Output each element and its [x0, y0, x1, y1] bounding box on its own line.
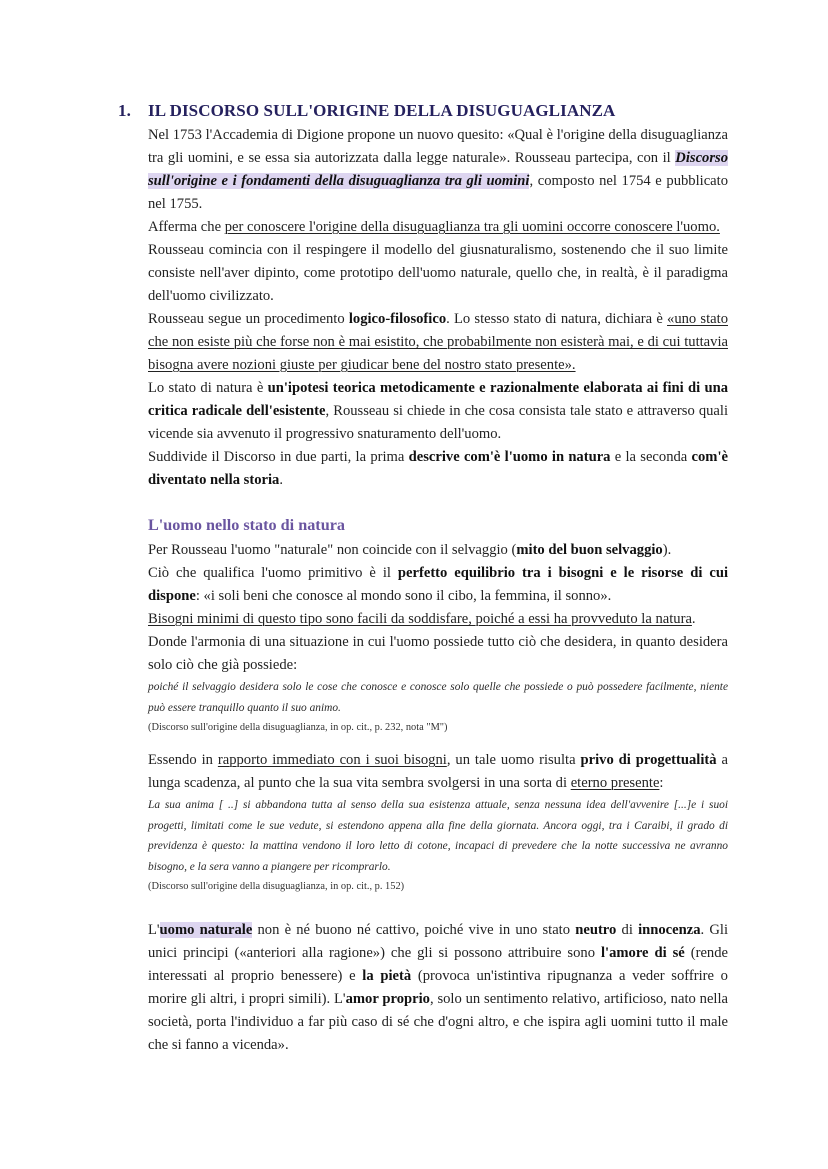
text: ). — [662, 542, 672, 558]
bold-text: la pietà — [362, 968, 412, 984]
paragraph-uomo-naturale — [148, 919, 728, 1057]
section-number: 1. — [118, 101, 131, 120]
text: (rende interessati al proprio benessere) e — [148, 945, 728, 984]
quote-selvaggio: poiché il selvaggio desidera solo le cose che conosce e conosce solo quelle che possiede o può possedere facilmente, niente può essere tranquillo quanto il suo animo. — [148, 681, 728, 714]
bold-text: descrive com'è l'uomo in natura — [408, 449, 611, 465]
bold-text: perfetto equilibrio tra i bisogni e le risorse di cui dispone — [148, 565, 729, 604]
paragraph-selvaggio — [148, 539, 728, 562]
text: di — [616, 922, 639, 938]
underlined-text: Bisogni minimi di questo tipo sono facili da soddisfare, poiché a essi ha provveduto la natura — [148, 611, 692, 627]
text: : — [659, 775, 664, 791]
uomo-naturale-block — [148, 919, 728, 1057]
text: Afferma che — [148, 219, 225, 235]
bold-text: innocenza — [638, 922, 701, 938]
text: . — [691, 611, 696, 627]
citation: (Discorso sull'origine della disuguaglianza, in op. cit., p. 152) — [148, 881, 405, 892]
paragraph-suddivide — [148, 446, 728, 492]
citation: (Discorso sull'origine della disuguaglianza, in op. cit., p. 232, nota "M") — [148, 722, 448, 733]
text: , composto nel 1754 e pubblicato nel 1755. — [148, 173, 728, 212]
text: e la seconda — [610, 449, 692, 465]
underlined-text: eterno presente — [570, 775, 660, 791]
bold-text: neutro — [575, 922, 617, 938]
paragraph-armonia: Donde l'armonia di una situazione in cui l'uomo possiede tutto ciò che desidera, in quanto desidera solo ciò che già possiede: — [148, 634, 728, 673]
text: (provoca un'istintiva ripugnanza a veder soffrire o morire gli altri, i propri simili). L' — [148, 968, 728, 1007]
bold-text: mito del buon selvaggio — [516, 542, 663, 558]
bold-text: privo di progettualità — [580, 752, 717, 768]
bold-text: un'ipotesi teorica metodicamente e razionalmente elaborata ai fini di una critica radicale dell'esistente — [148, 380, 729, 419]
underlined-quote: «uno stato che non esiste più che forse non è mai esistito, che probabilmente non esisterà mai, e di cui tuttavia bisogna avere nozioni giuste per giudicar bene del nostro stato presente». — [148, 311, 728, 373]
section-title: IL DISCORSO SULL'ORIGINE DELLA DISUGUAGLIANZA — [148, 101, 616, 120]
text: . Lo stesso stato di natura, dichiara è — [446, 311, 668, 327]
bold-text: logico-filosofico — [348, 311, 447, 327]
bold-text: l'amore di sé — [600, 945, 685, 961]
underlined-text: per conoscere l'origine della disuguaglianza tra gli uomini occorre conoscere l'uomo. — [224, 219, 720, 235]
text: . — [279, 472, 283, 488]
paragraph-giusnaturalismo: Rousseau comincia con il respingere il modello del giusnaturalismo, sostenendo che il suo limite consiste nell'aver dipinto, come prototipo dell'uomo naturale, quello che, in realtà, è il paradigma dell'uomo civilizzato. — [148, 242, 728, 304]
section-heading — [118, 101, 615, 121]
text: . Gli unici principi («anteriori alla ragione») che gli si possono attribuire sono — [148, 922, 729, 961]
paragraph-rapporto — [148, 749, 728, 795]
work-title-highlight: Discorso sull'origine e i fondamenti della disuguaglianza tra gli uomini — [148, 150, 728, 189]
natura-block — [148, 514, 728, 737]
progettualita-block — [148, 749, 728, 896]
paragraph-bisogni — [148, 608, 728, 631]
highlighted-term: uomo naturale — [159, 922, 253, 938]
bold-text: com'è diventato nella storia — [148, 449, 728, 488]
text: L' — [148, 922, 160, 938]
paragraph-equilibrio — [148, 562, 728, 608]
paragraph-procedimento — [148, 308, 728, 377]
paragraph-afferma — [148, 216, 728, 239]
text: Lo stato di natura è — [148, 380, 268, 396]
text: Suddivide il Discorso in due parti, la prima — [148, 449, 409, 465]
text: , solo un sentimento relativo, artificioso, nato nella società, porta l'individuo a far più caso di sé che d'ogni altro, e che ispira agli uomini tutto il male che si fanno a vicenda». — [148, 991, 729, 1053]
subheading: L'uomo nello stato di natura — [148, 516, 345, 534]
text: : «i soli beni che conosce al mondo sono il cibo, la femmina, il sonno». — [195, 588, 612, 604]
text: non è né buono né cattivo, poiché vive in uno stato — [252, 922, 576, 938]
paragraph-ipotesi — [148, 377, 728, 446]
text: Essendo in — [148, 752, 218, 768]
text: Ciò che qualifica l'uomo primitivo è il — [148, 565, 398, 581]
bold-text: amor proprio — [345, 991, 430, 1007]
intro-block — [148, 124, 728, 492]
text: a lunga scadenza, al punto che la sua vita sembra svolgersi in una sorta di — [148, 752, 728, 791]
quote-anima: La sua anima [ ..] si abbandona tutta al senso della sua esistenza attuale, senza nessuna idea dell'avvenire [...]e i suoi progetti, limitati come le sue vedute, si estendono appena alla fine della giornata. Ancora oggi, tra i Caraibi, il grado di previdenza è questo: la mattina vendono il loro letto di cotone, incapaci di prevedere che la notte successiva ne avranno bisogno, e la sera vanno a piangere per ricomprarlo. — [148, 799, 728, 873]
text: , un tale uomo risulta — [446, 752, 581, 768]
text: Rousseau segue un procedimento — [148, 311, 349, 327]
text: Per Rousseau l'uomo "naturale" non coincide con il selvaggio ( — [148, 542, 517, 558]
text: Nel 1753 l'Accademia di Digione propone un nuovo quesito: «Qual è l'origine della disuguaglianza tra gli uomini, e se essa sia autorizzata dalla legge naturale». Rousseau partecipa, con il — [148, 127, 728, 166]
text: , Rousseau si chiede in che cosa consista tale stato e attraverso quali vicende sia avvenuto il progressivo snaturamento dell'uomo. — [148, 403, 728, 442]
underlined-text: rapporto immediato con i suoi bisogni — [217, 752, 447, 768]
paragraph-accademia — [148, 124, 728, 216]
